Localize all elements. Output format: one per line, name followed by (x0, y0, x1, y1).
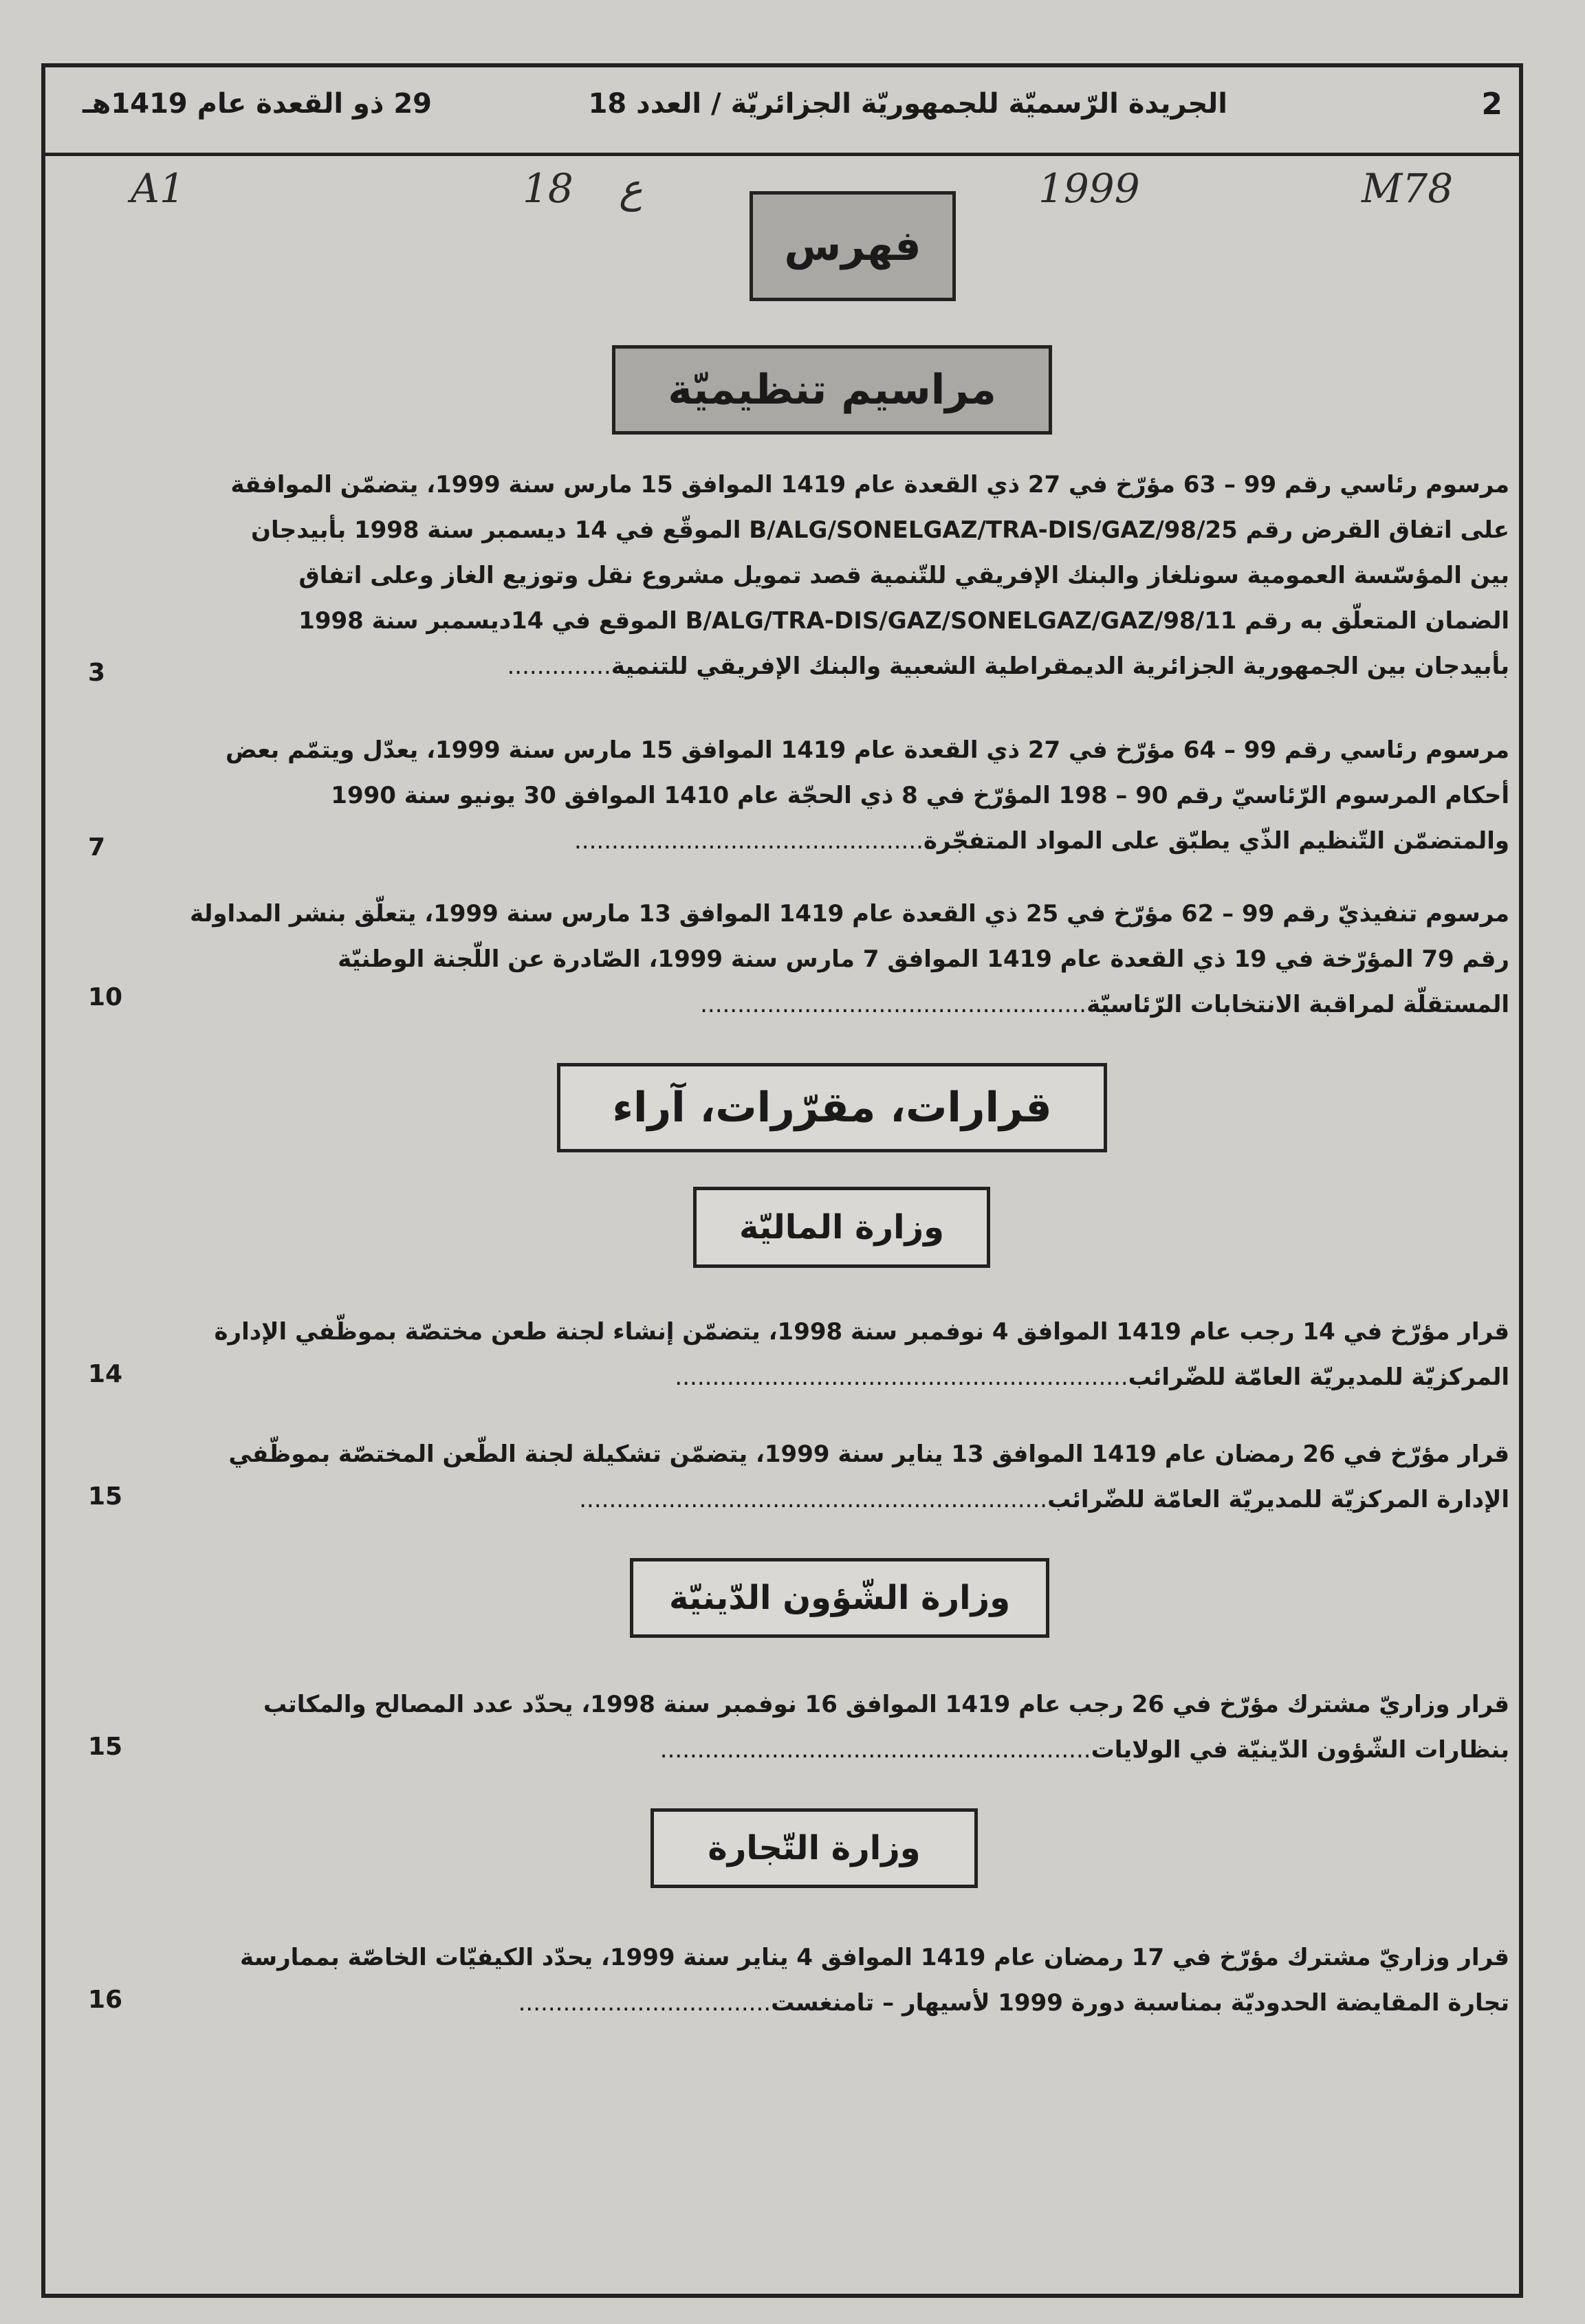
contents-entry: قرار وزاريّ مشترك مؤرّخ في 26 رجب عام 1419 الموافق 16 نوفمبر سنة 1998، يحدّد عدد المصالح والمكاتب بنظارات الشّؤون الدّينيّة في الولايات.......................................................... (263, 1691, 1509, 1764)
handwritten-note-letter: ع (619, 165, 643, 212)
section-title-decisions: قرارات، مقرّرات، آراء (557, 1063, 1107, 1152)
contents-entry: مرسوم رئاسي رقم 99 – 63 مؤرّخ في 27 ذي القعدة عام 1419 الموافق 15 مارس سنة 1999، يتضمّن الموافقة على اتفاق القرض رقم B/ALG/SONELGAZ/TRA-DIS/GAZ/98/25 الموقّع في 14 ديسمبر سنة 1998 بأبيدجان بين المؤسّسة العمومية سونلغاز والبنك الإفريقي للتّنمية قصد تمويل مشروع نقل وتوزيع الغاز وعلى اتفاق الضمان المتعلّق به رقم B/ALG/TRA-DIS/GAZ/SONELGAZ/GAZ/98/11 الموقع في 14ديسمبر سنة 1998 بأبيدجان بين الجمهورية الجزائرية الديمقراطية الشعبية والبنك الإفريقي للتنمية.............. (230, 471, 1509, 680)
page-reference: 7 (88, 833, 106, 862)
section-title-ministry-commerce: وزارة التّجارة (651, 1808, 978, 1888)
section-title-ministry-religious-affairs: وزارة الشّؤون الدّينيّة (630, 1558, 1049, 1638)
handwritten-note-left: A1 (131, 165, 185, 212)
issue-date: 29 ذو القعدة عام 1419هـ (83, 88, 432, 120)
contents-entry: مرسوم تنفيذيّ رقم 99 – 62 مؤرّخ في 25 ذي القعدة عام 1419 الموافق 13 مارس سنة 1999، يتعلّق بنشر المداولة رقم 79 المؤرّخة في 19 ذي القعدة عام 1419 الموافق 7 مارس سنة 1999، الصّادرة عن اللّجنة الوطنيّة المستقلّة لمراقبة الانتخابات الرّئاسيّة.................................................... (189, 900, 1509, 1018)
page-reference: 3 (88, 659, 106, 687)
contents-entry: مرسوم رئاسي رقم 99 – 64 مؤرّخ في 27 ذي القعدة عام 1419 الموافق 15 مارس سنة 1999، يعدّل ويتمّم بعض أحكام المرسوم الرّئاسيّ رقم 90 – 198 المؤرّخ في 8 ذي الحجّة عام 1410 الموافق 30 يونيو سنة 1990 والمتضمّن التّنظيم الذّي يطبّق على المواد المتفجّرة............................................... (225, 736, 1509, 855)
contents-entry: قرار مؤرّخ في 26 رمضان عام 1419 الموافق 13 يناير سنة 1999، يتضمّن تشكيلة لجنة الطّعن المختصّة بموظّفي الإدارة المركزيّة للمديريّة العامّة للضّرائب............................................................... (228, 1440, 1509, 1513)
header-divider (41, 153, 1523, 156)
contents-title: فهرس (750, 191, 956, 301)
journal-title: الجريدة الرّسميّة للجمهوريّة الجزائريّة / العدد 18 (588, 88, 1227, 120)
page-reference: 16 (88, 1986, 123, 2014)
section-title-regulatory-decrees: مراسيم تنظيميّة (612, 345, 1052, 435)
contents-entry: قرار وزاريّ مشترك مؤرّخ في 17 رمضان عام 1419 الموافق 4 يناير سنة 1999، يحدّد الكيفيّات الخاصّة بممارسة تجارة المقايضة الحدوديّة بمناسبة دورة 1999 لأسيهار – تامنغست.................................. (240, 1944, 1509, 2017)
page-reference: 10 (88, 983, 123, 1011)
handwritten-note-year: 1999 (1038, 165, 1140, 212)
page-reference: 15 (88, 1482, 123, 1511)
page-number: 2 (1481, 87, 1502, 122)
page-reference: 15 (88, 1733, 123, 1761)
page-reference: 14 (88, 1360, 123, 1388)
contents-entry: قرار مؤرّخ في 14 رجب عام 1419 الموافق 4 نوفمبر سنة 1998، يتضمّن إنشاء لجنة طعن مختصّة بموظّفي الإدارة المركزيّة للمديريّة العامّة للضّرائب............................................................. (214, 1318, 1509, 1391)
handwritten-note-number: 18 (523, 165, 573, 212)
handwritten-note-right: M78 (1362, 165, 1454, 212)
section-title-ministry-finance: وزارة الماليّة (693, 1187, 990, 1268)
